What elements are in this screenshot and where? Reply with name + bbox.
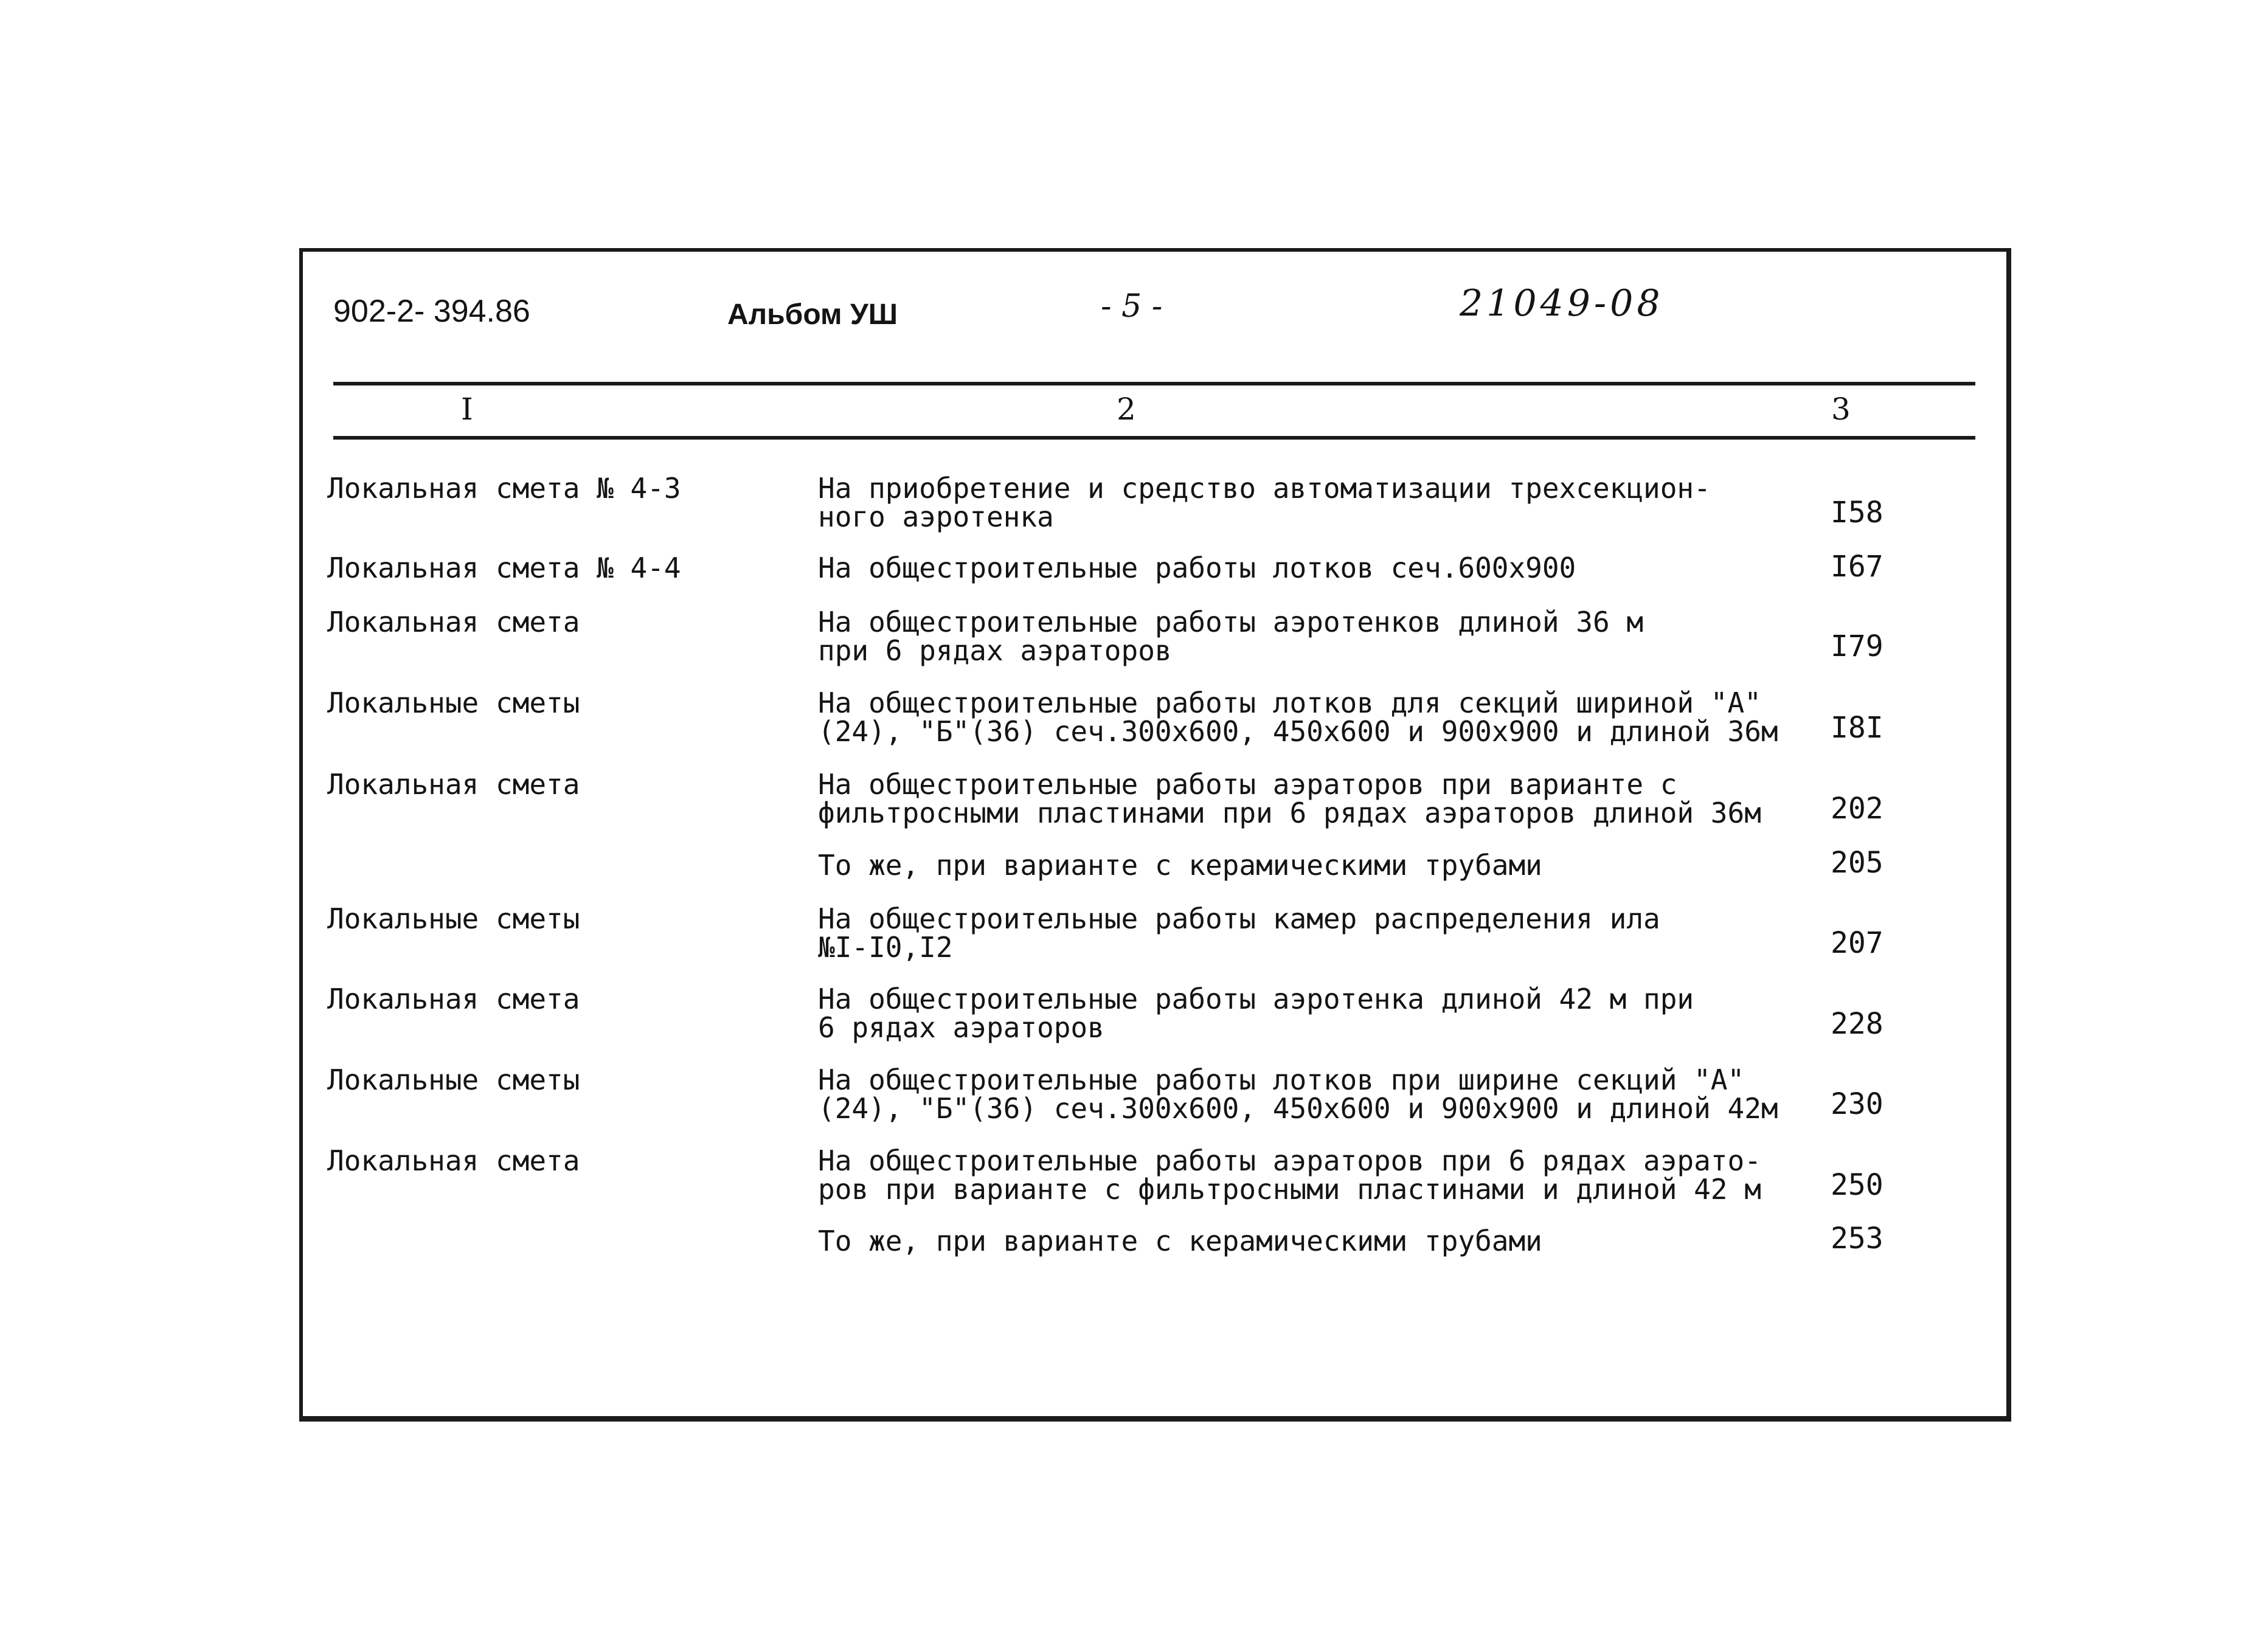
- column-header-2: 2: [1117, 392, 1136, 427]
- row-description: На общестроительные работы аэротенка длиной 42 м при 6 рядах аэраторов: [818, 983, 1694, 1044]
- row-page-ref: 228: [1831, 1007, 1884, 1041]
- row-description: На общестроительные работы камер распределения ила №I-I0,I2: [818, 902, 1660, 964]
- row-page-ref: 207: [1831, 926, 1884, 960]
- inventory-number: 21049-08: [1460, 282, 1664, 325]
- row-estimate-name: Локальные сметы: [327, 1063, 580, 1096]
- row-page-ref: I8I: [1831, 711, 1884, 745]
- row-estimate-name: Локальная смета: [327, 606, 580, 638]
- row-estimate-name: Локальные сметы: [327, 902, 580, 935]
- row-estimate-name: Локальная смета № 4-4: [327, 551, 681, 584]
- row-page-ref: 205: [1831, 846, 1884, 880]
- row-page-ref: I67: [1831, 550, 1884, 584]
- row-description: То же, при варианте с керамическими трубами: [818, 1225, 1542, 1257]
- row-description: На общестроительные работы лотков при ширине секций "А" (24), "Б"(36) сеч.300х600, 450х600 и 900х900 и длиной 42м: [818, 1063, 1778, 1125]
- row-page-ref: 253: [1831, 1222, 1884, 1256]
- column-header-1: I: [461, 392, 473, 427]
- row-description: На общестроительные работы аэротенков длиной 36 м при 6 рядах аэраторов: [818, 606, 1644, 667]
- row-estimate-name: Локальная смета: [327, 1144, 580, 1177]
- row-page-ref: I79: [1831, 629, 1884, 663]
- row-description: На общестроительные работы аэраторов при 6 рядах аэрато- ров при варианте с фильтросными пластинами и длиной 42 м: [818, 1144, 1761, 1206]
- row-description: То же, при варианте с керамическими трубами: [818, 849, 1542, 882]
- row-estimate-name: Локальная смета: [327, 983, 580, 1015]
- album-label: Альбом УШ: [727, 299, 898, 331]
- row-description: На общестроительные работы лотков сеч.600х900: [818, 551, 1576, 584]
- row-description: На общестроительные работы лотков для секций шириной "А" (24), "Б"(36) сеч.300х600, 450х600 и 900х900 и длиной 36м: [818, 686, 1778, 748]
- row-description: На общестроительные работы аэраторов при варианте с фильтросными пластинами при 6 рядах аэраторов длиной 36м: [818, 768, 1761, 829]
- row-estimate-name: Локальная смета № 4-3: [327, 472, 681, 505]
- row-page-ref: 202: [1831, 792, 1884, 826]
- row-estimate-name: Локальная смета: [327, 768, 580, 801]
- row-description: На приобретение и средство автоматизации трехсекцион- ного аэротенка: [818, 472, 1711, 533]
- row-page-ref: 230: [1831, 1087, 1884, 1121]
- document-code: 902-2- 394.86: [333, 294, 530, 329]
- page-number: - 5 -: [1101, 288, 1163, 325]
- row-estimate-name: Локальные сметы: [327, 686, 580, 719]
- row-page-ref: I58: [1831, 496, 1884, 530]
- row-page-ref: 250: [1831, 1168, 1884, 1202]
- column-header-3: 3: [1831, 392, 1851, 427]
